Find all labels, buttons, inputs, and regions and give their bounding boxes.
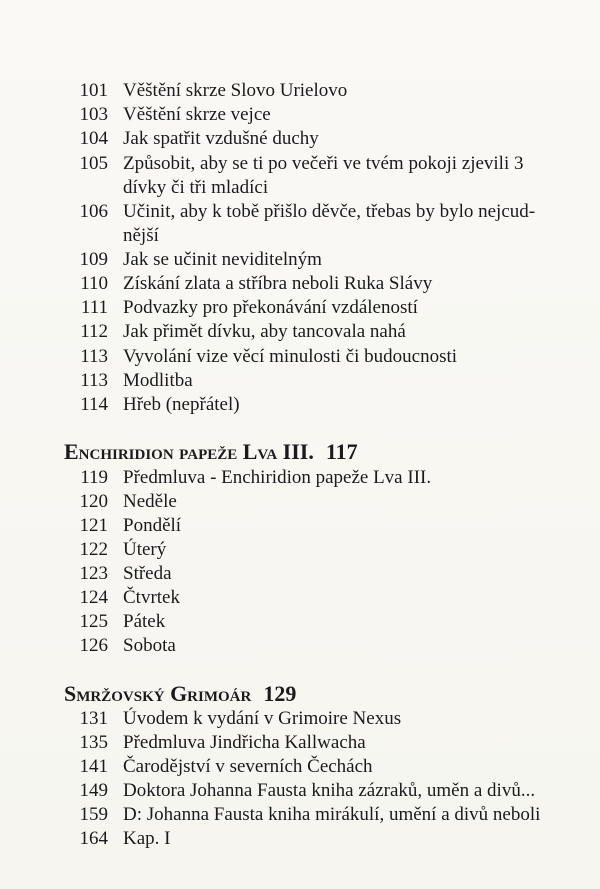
- toc-title: Jak spatřit vzdušné duchy: [123, 128, 319, 149]
- toc-title: Předmluva - Enchiridion papeže Lva III.: [123, 467, 432, 488]
- toc-page-number: 114: [80, 394, 108, 415]
- toc-title: Vyvolání vize věcí minulosti či budoucnosti: [123, 346, 458, 367]
- toc-page-number: 113: [80, 346, 108, 367]
- toc-title: Čarodějství v severních Čechách: [123, 756, 373, 777]
- toc-title: D: Johanna Fausta kniha mirákulí, umění a divů neboli: [123, 804, 541, 825]
- toc-title: Neděle: [123, 491, 177, 512]
- toc-page-number: 113: [80, 370, 108, 391]
- toc-title: Věštění skrze Slovo Urielovo: [123, 80, 348, 101]
- toc-page-number: 121: [79, 515, 108, 536]
- toc-page-number: 111: [80, 297, 108, 318]
- toc-page-number: 119: [80, 467, 108, 488]
- toc-title: Kap. I: [123, 828, 171, 849]
- toc-title: Podvazky pro překonávání vzdáleností: [123, 297, 418, 318]
- toc-page-number: 101: [79, 80, 108, 101]
- toc-title-continuation: dívky či tři mladíci: [123, 177, 269, 198]
- toc-page-number: 123: [79, 563, 108, 584]
- toc-title-block: [123, 152, 524, 200]
- toc-title: Pátek: [123, 611, 166, 632]
- toc-page-number: 106: [79, 201, 108, 222]
- section-page-number: 129: [263, 681, 297, 706]
- toc-title-continuation: nější: [123, 225, 159, 246]
- toc-page-number: 109: [79, 249, 108, 270]
- toc-page-number: 105: [79, 153, 108, 174]
- toc-title: Úvodem k vydání v Grimoire Nexus: [123, 708, 402, 729]
- toc-title: Doktora Johanna Fausta kniha zázraků, uměn a divů...: [123, 780, 536, 801]
- toc-page-number: 126: [79, 635, 108, 656]
- toc-page-number: 124: [79, 587, 108, 608]
- toc-page-number: 103: [79, 104, 108, 125]
- toc-title: Čtvrtek: [123, 587, 180, 608]
- toc-title: Jak se učinit neviditelným: [123, 249, 322, 270]
- section-title: Enchiridion papeže Lva III.: [64, 439, 314, 464]
- toc-title: Předmluva Jindřicha Kallwacha: [123, 732, 366, 753]
- toc-page-number: 131: [79, 708, 108, 729]
- toc-page-number: 125: [79, 611, 108, 632]
- section-heading: [64, 680, 296, 708]
- toc-page-number: 141: [79, 756, 108, 777]
- toc-title: Středa: [123, 563, 172, 584]
- toc-title: Úterý: [123, 539, 167, 560]
- toc-title: Hřeb (nepřátel): [123, 394, 240, 415]
- toc-title: Sobota: [123, 635, 176, 656]
- toc-page-number: 104: [79, 128, 108, 149]
- toc-page-number: 164: [79, 828, 108, 849]
- section-heading: [64, 438, 358, 466]
- toc-page-number: 122: [79, 539, 108, 560]
- toc-title: Pondělí: [123, 515, 182, 536]
- toc-title: Jak přimět dívku, aby tancovala nahá: [123, 321, 406, 342]
- toc-title: Učinit, aby k tobě přišlo děvče, třebas by bylo nejcud-: [123, 201, 536, 222]
- toc-title-block: [123, 200, 535, 248]
- toc-title: Věštění skrze vejce: [123, 104, 271, 125]
- toc-title: Způsobit, aby se ti po večeři ve tvém pokoji zjevili 3: [123, 153, 524, 174]
- toc-page-number: 135: [79, 732, 108, 753]
- toc-title: Modlitba: [123, 370, 193, 391]
- section-page-number: 117: [325, 439, 358, 464]
- toc-page-number: 112: [80, 321, 108, 342]
- toc-page-number: 110: [80, 273, 108, 294]
- toc-page-number: 120: [79, 491, 108, 512]
- toc-title: Získání zlata a stříbra neboli Ruka Slávy: [123, 273, 433, 294]
- toc-page-number: 149: [79, 780, 108, 801]
- toc-page-number: 159: [79, 804, 108, 825]
- section-title: Smržovský Grimoár: [64, 681, 252, 706]
